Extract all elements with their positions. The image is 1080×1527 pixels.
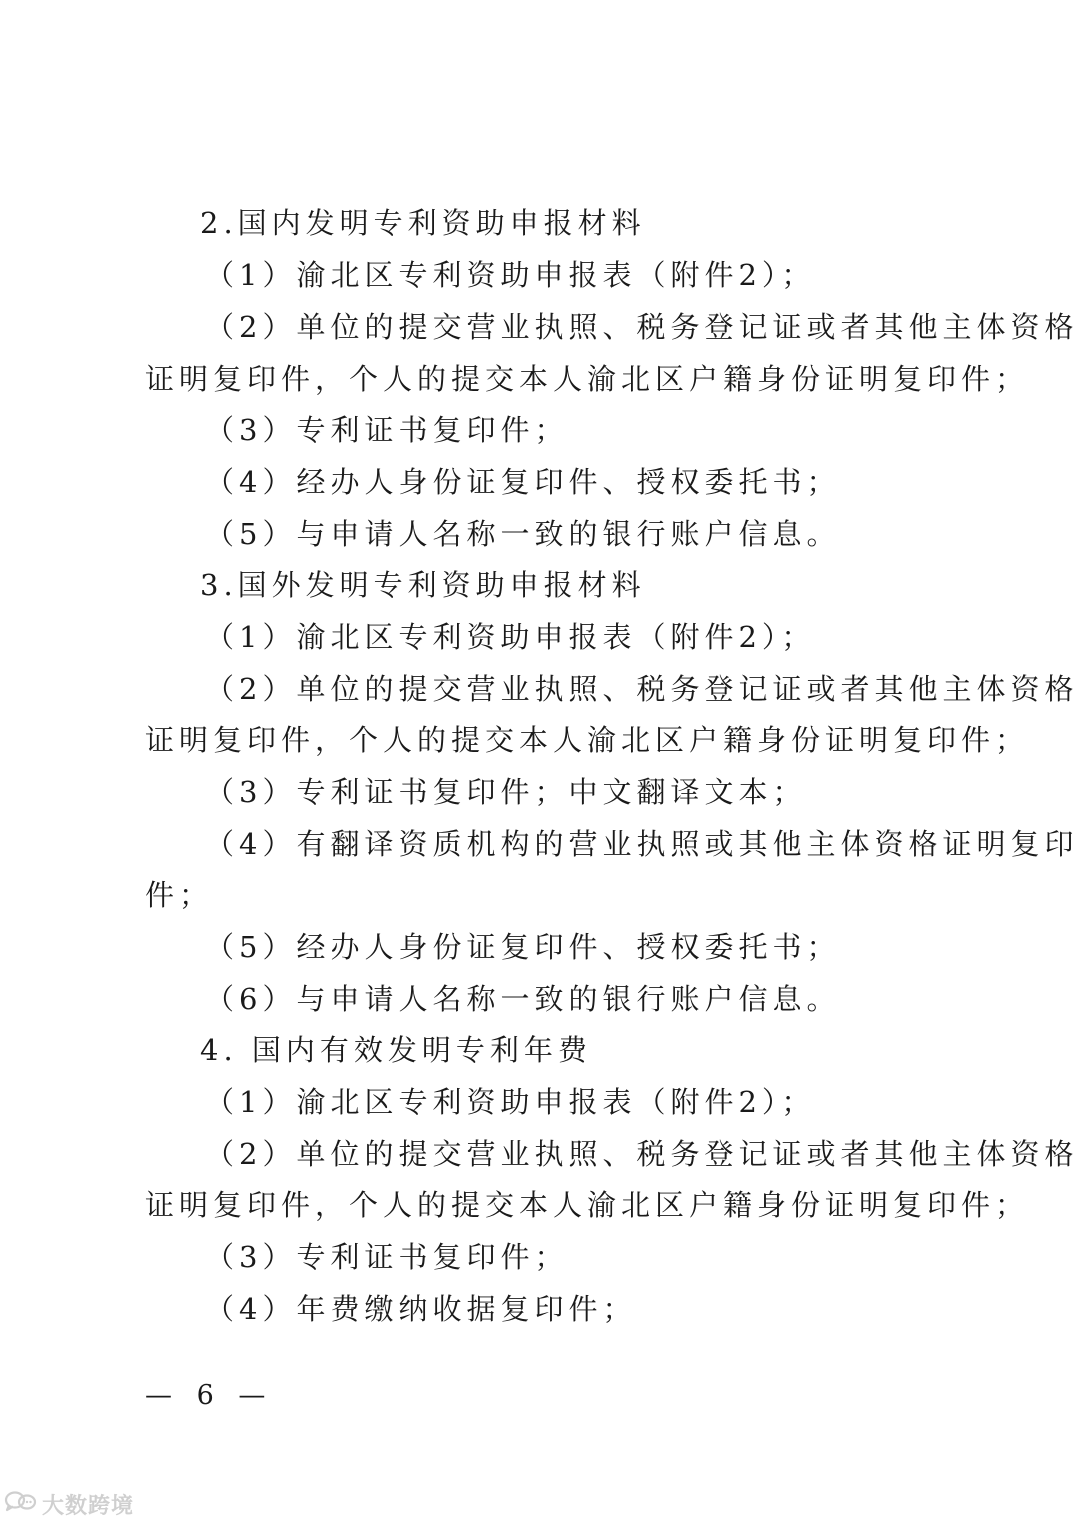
chat-bubbles-icon xyxy=(4,1489,42,1519)
list-item: （2）单位的提交营业执照、税务登记证或者其他主体资格 xyxy=(205,672,1079,706)
list-item-continuation: 证明复印件，个人的提交本人渝北区户籍身份证明复印件； xyxy=(145,723,1030,757)
list-item: （4）经办人身份证复印件、授权委托书； xyxy=(205,465,841,499)
watermark-text: 大数跨境 xyxy=(42,1493,135,1519)
list-item: （3）专利证书复印件；中文翻译文本； xyxy=(205,775,807,809)
list-item: （4）有翻译资质机构的营业执照或其他主体资格证明复印 xyxy=(205,827,1079,861)
watermark xyxy=(4,1488,134,1520)
heading-foreign-invention: 3.国外发明专利资助申报材料 xyxy=(200,568,646,602)
list-item-continuation: 件； xyxy=(145,878,214,912)
list-item: （5）经办人身份证复印件、授权委托书； xyxy=(205,930,841,964)
heading-domestic-invention: 2.国内发明专利资助申报材料 xyxy=(200,206,646,240)
list-item: （5）与申请人名称一致的银行账户信息。 xyxy=(205,517,841,551)
list-item: （1）渝北区专利资助申报表（附件2）； xyxy=(205,258,816,292)
page-number: — 6 — xyxy=(145,1380,274,1411)
list-item: （3）专利证书复印件； xyxy=(205,413,569,447)
list-item: （3）专利证书复印件； xyxy=(205,1240,569,1274)
list-item: （1）渝北区专利资助申报表（附件2）； xyxy=(205,620,816,654)
list-item-continuation: 证明复印件，个人的提交本人渝北区户籍身份证明复印件； xyxy=(145,1188,1030,1222)
list-item: （2）单位的提交营业执照、税务登记证或者其他主体资格 xyxy=(205,1137,1079,1171)
heading-annual-fee: 4. 国内有效发明专利年费 xyxy=(200,1033,592,1067)
list-item: （4）年费缴纳收据复印件； xyxy=(205,1292,637,1326)
list-item: （6）与申请人名称一致的银行账户信息。 xyxy=(205,982,841,1016)
list-item: （2）单位的提交营业执照、税务登记证或者其他主体资格 xyxy=(205,310,1079,344)
list-item-continuation: 证明复印件，个人的提交本人渝北区户籍身份证明复印件； xyxy=(145,362,1030,396)
list-item: （1）渝北区专利资助申报表（附件2）； xyxy=(205,1085,816,1119)
